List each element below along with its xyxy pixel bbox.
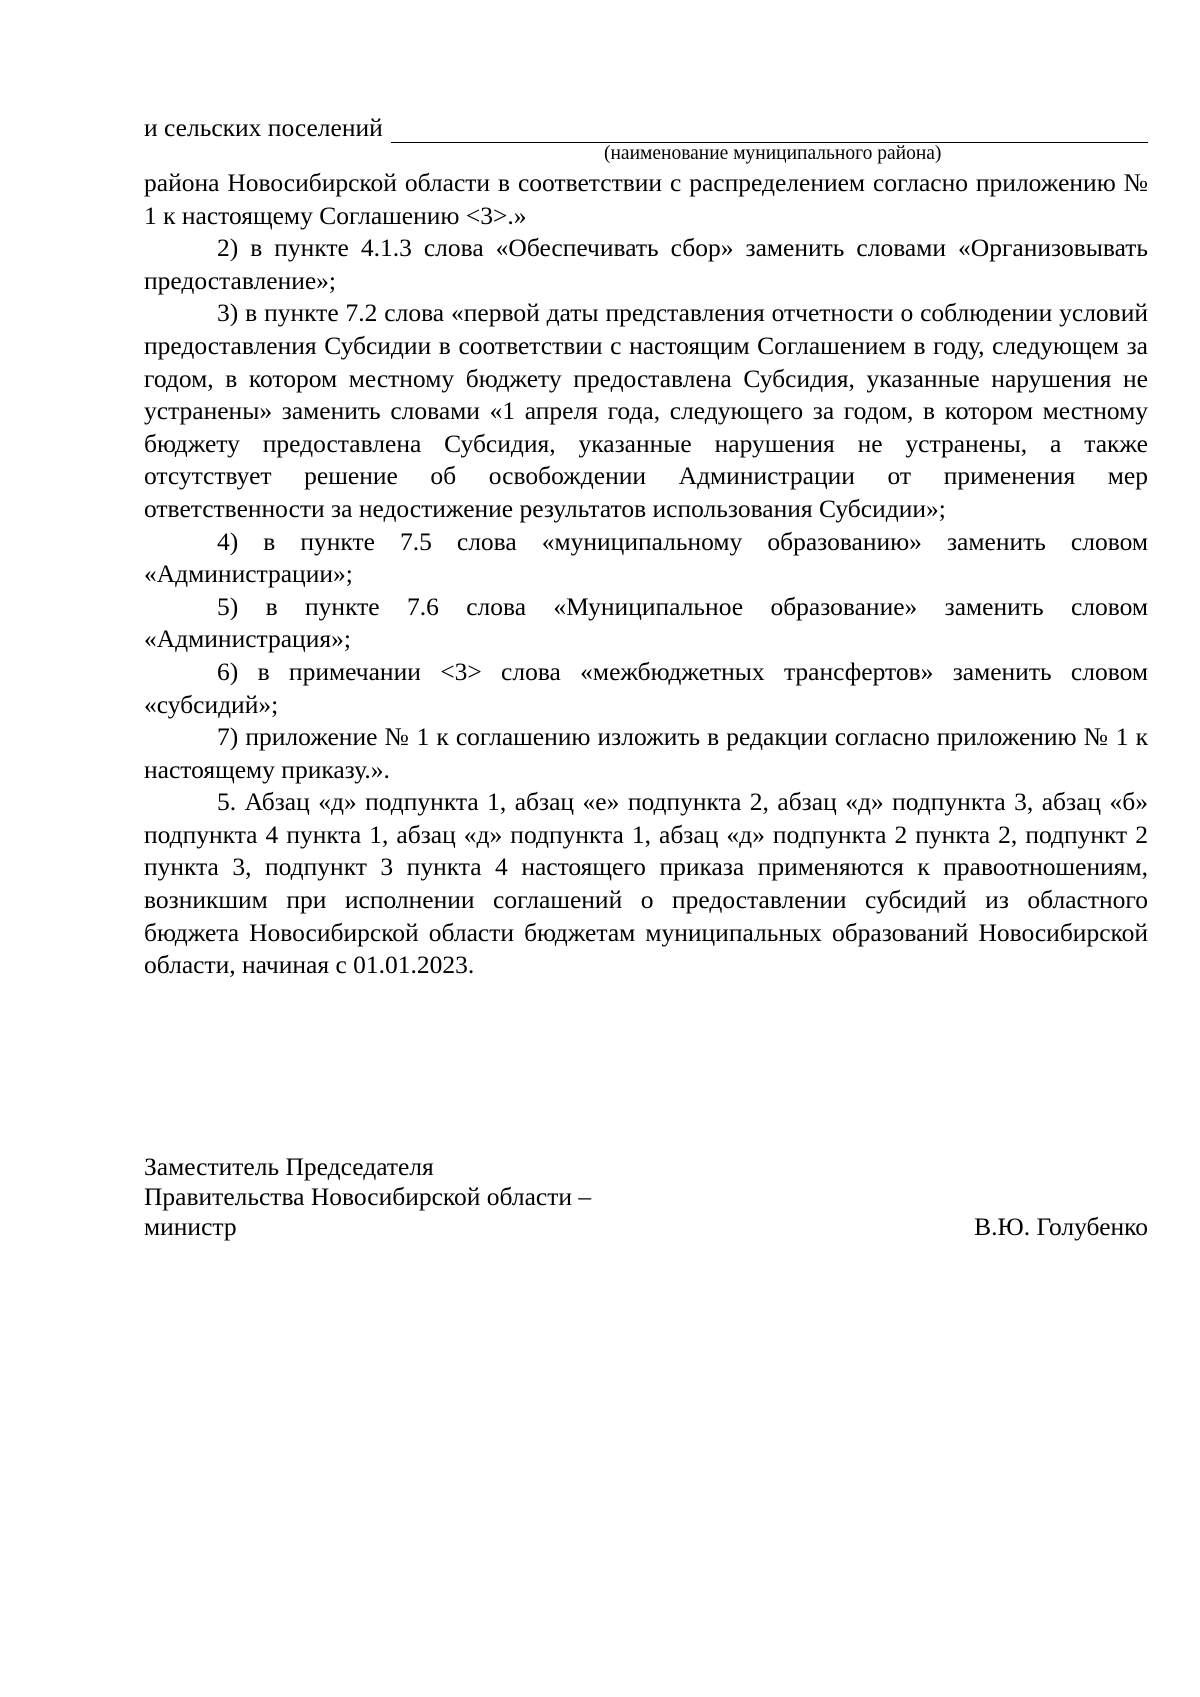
signatory-position-line-2: Правительства Новосибирской области – bbox=[144, 1182, 592, 1211]
fill-in-blank bbox=[391, 116, 1148, 143]
signature-block bbox=[144, 1152, 1148, 1242]
document-page bbox=[144, 113, 1148, 982]
body-text bbox=[144, 167, 1148, 982]
paragraph-0: района Новосибирской области в соответствии с распределением согласно приложению № 1 к настоящему Соглашению <3>.» bbox=[144, 168, 1148, 230]
signatory-position-line-3: министр bbox=[144, 1212, 237, 1241]
paragraph-4: 5) в пункте 7.6 слова «Муниципальное образование» заменить словом «Администрация»; bbox=[144, 591, 1148, 654]
municipal-district-fill-line bbox=[144, 113, 1148, 143]
paragraph-3: 4) в пункте 7.5 слова «муниципальному образованию» заменить словом «Администрации»; bbox=[144, 526, 1148, 589]
signatory-position-line-1: Заместитель Председателя bbox=[144, 1152, 434, 1181]
signatory-name: В.Ю. Голубенко bbox=[974, 1212, 1148, 1241]
paragraph-6: 7) приложение № 1 к соглашению изложить в редакции согласно приложению № 1 к настоящему приказу.». bbox=[144, 722, 1148, 784]
paragraph-7: 5. Абзац «д» подпункта 1, абзац «е» подпункта 2, абзац «д» подпункта 3, абзац «б» подпункта 4 пункта 1, абзац «д» подпункта 1, абзац «д» подпункта 2 пункта 2, подпункт 2 пункта 3, подпункт 3 пункта 4 настоящего приказа применяются к правоотношениям, возникшим при исполнении соглашений о предоставлении субсидий из областного бюджета Новосибирской области бюджетам муниципальных образований Новосибирской области, начиная с 01.01.2023. bbox=[144, 787, 1148, 980]
paragraph-5: 6) в примечании <3> слова «межбюджетных трансфертов» заменить словом «субсидий»; bbox=[144, 656, 1148, 719]
paragraph-2: 3) в пункте 7.2 слова «первой даты представления отчетности о соблюдении условий предоставления Субсидии в соответствии с настоящим Соглашением в году, следующем за годом, в котором местному бюджету предоставлена Субсидия, указанные нарушения не устранены» заменить словами «1 апреля года, следующего за годом, в котором местному бюджету предоставлена Субсидия, указанные нарушения не устранены, а также отсутствует решение об освобождении Администрации от применения мер ответственности за недостижение результатов использования Субсидии»; bbox=[144, 298, 1148, 523]
paragraph-1: 2) в пункте 4.1.3 слова «Обеспечивать сбор» заменить словами «Организовывать предоставление»; bbox=[144, 233, 1148, 295]
fill-line-lead-text: и сельских поселений bbox=[144, 113, 383, 142]
fill-line-caption: (наименование муниципального района) bbox=[604, 143, 942, 164]
signatory-row bbox=[144, 1212, 1148, 1242]
